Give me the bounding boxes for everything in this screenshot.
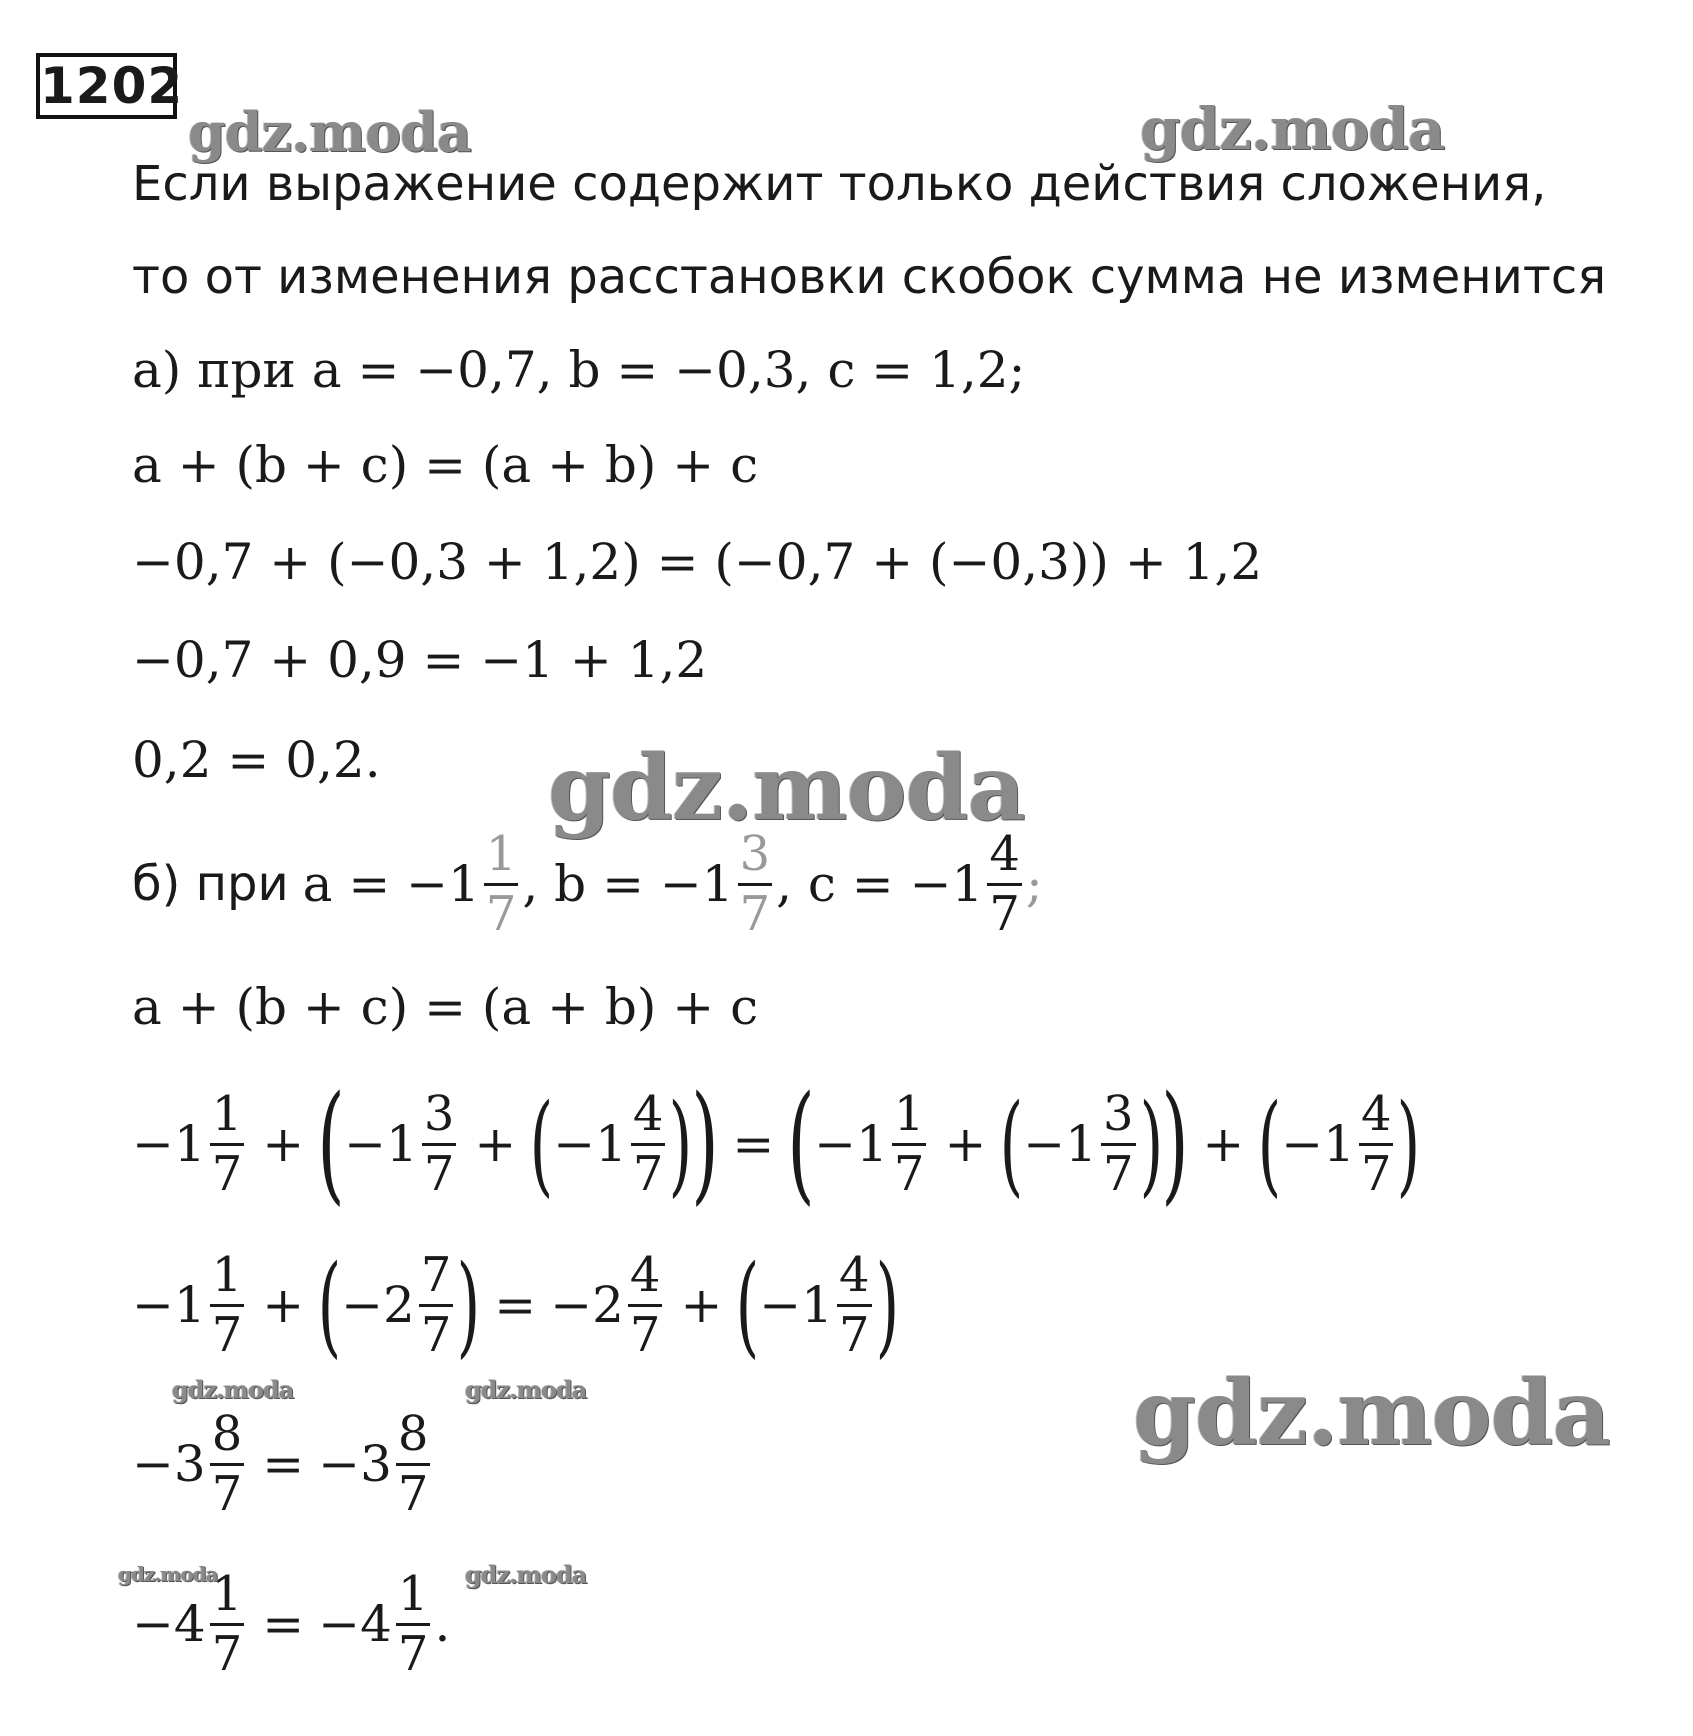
part-b-c-value: , c = −1 [776,855,984,914]
fraction-a: $\frac{1}{7}$ [485,826,517,942]
part-b-result: −4 $\frac{1}{7}$ = −4 $\frac{1}{7}$ . [132,1566,451,1682]
part-a-condition: а) при a = −0,7, b = −0,3, c = 1,2; [132,341,1026,399]
intro-line-2: то от изменения расстановки скобок сумма не изменится [132,249,1607,305]
fraction-c: $\frac{4}{7}$ [989,826,1020,942]
part-b-b-value: , b = −1 [522,855,734,914]
fraction-b: $\frac{3}{7}$ [739,826,771,942]
watermark-top-right: gdz.moda [1140,95,1445,163]
part-b-step-1: −1 $\frac{1}{7}$ + ( −1 $\frac{3}{7}$ + ( −1 $\frac{4}{7}$ ) ) = ( −1 $\frac{1}{7}$ + ( −1 $\frac{3}{7}$ ) ) + ( −1 $\frac{4}{7}$ ) [132,1069,1421,1218]
part-b-step-3: −3 $\frac{8}{7}$ = −3 $\frac{8}{7}$ [132,1406,429,1522]
intro-line-1: Если выражение содержит только действия сложения, [132,156,1547,212]
part-b-step-2: −1 $\frac{1}{7}$ + ( −2 $\frac{7}{7}$ ) = −2 $\frac{4}{7}$ + ( −1 $\frac{4}{7}$ ) [132,1241,899,1369]
part-b-label: б) при [132,856,289,913]
watermark-small-3: gdz.moda [118,1562,218,1586]
part-a-law: a + (b + c) = (a + b) + c [132,436,759,494]
part-a-step-1: −0,7 + (−0,3 + 1,2) = (−0,7 + (−0,3)) + 1,2 [132,533,1263,591]
watermark-top-left: gdz.moda [188,100,471,164]
watermark-small-2: gdz.moda [465,1375,587,1404]
part-b-law: a + (b + c) = (a + b) + c [132,978,759,1036]
watermark-small-4: gdz.moda [465,1560,587,1589]
part-a-step-2: −0,7 + 0,9 = −1 + 1,2 [132,631,708,689]
watermark-small-1: gdz.moda [172,1375,294,1404]
watermark-center: gdz.moda [548,735,1025,841]
problem-number-box: 1202 [36,53,177,119]
part-a-result: 0,2 = 0,2. [132,731,381,789]
watermark-bottom-right: gdz.moda [1133,1360,1610,1466]
part-b-a-value: a = −1 [302,855,480,914]
part-b-end: ; [1025,855,1043,914]
part-b-condition [132,826,1043,942]
